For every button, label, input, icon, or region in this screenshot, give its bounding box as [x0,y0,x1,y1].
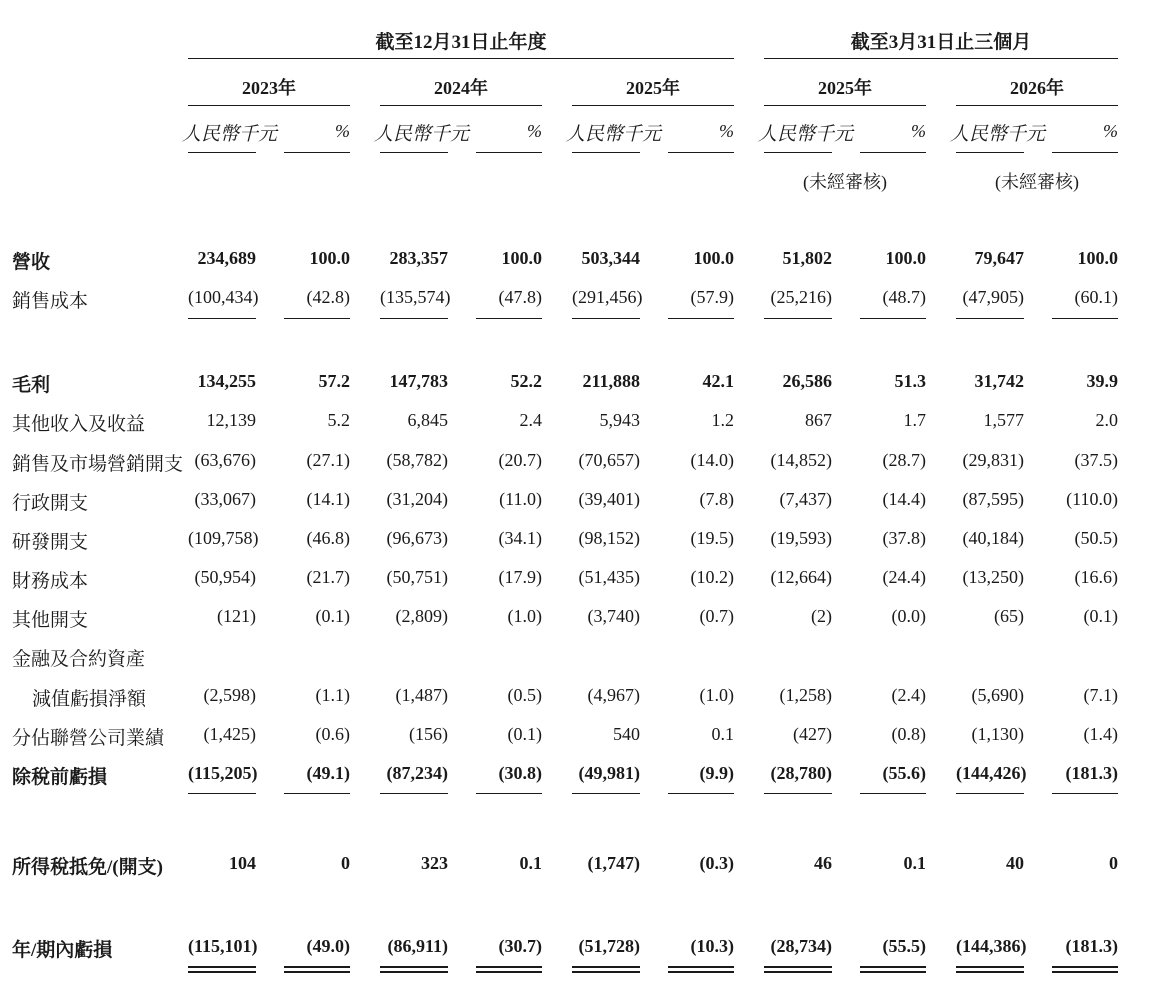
cell-amount: (2,598) [203,685,256,705]
cell-percent: (1.1) [315,685,350,705]
cell-percent: (14.0) [690,450,734,470]
unit-pct-rule [860,152,926,153]
cell-percent: (27.1) [306,450,350,470]
cell-percent: (0.7) [699,606,734,626]
cell-percent: (21.7) [306,567,350,587]
total-double-rule [572,966,640,973]
header-group-annual-rule [188,58,734,59]
subtotal-rule [956,793,1024,794]
total-double-rule [668,966,734,973]
cell-amount: (427) [793,724,832,744]
cell-amount: 540 [613,724,640,744]
cell-percent: (181.3) [1065,936,1118,956]
subtotal-rule [860,318,926,319]
cell-percent: 0 [1109,853,1118,873]
total-double-rule [188,966,256,973]
cell-amount: (25,216) [770,287,832,307]
cell-percent: (0.1) [1083,606,1118,626]
cell-percent: 52.2 [510,371,542,391]
year-header: 2024年 [434,78,488,98]
total-double-rule [956,966,1024,973]
total-double-rule [1052,966,1118,973]
cell-amount: (2) [811,606,832,626]
cell-amount: (1,130) [971,724,1024,744]
cell-amount: (291,456) [572,287,643,307]
cell-percent: 42.1 [702,371,734,391]
cell-percent: (1.0) [507,606,542,626]
subtotal-rule [572,793,640,794]
subtotal-rule [668,318,734,319]
cell-percent: (28.7) [882,450,926,470]
unit-rmb-rule [764,152,832,153]
unit-rmb-label: 人民幣千元 [758,124,854,145]
cell-percent: 0.1 [519,853,542,873]
year-header: 2025年 [818,78,872,98]
subtotal-rule [860,793,926,794]
cell-percent: (0.1) [507,724,542,744]
cell-amount: (51,728) [578,936,640,956]
cell-percent: 5.2 [327,410,350,430]
subtotal-rule [284,793,350,794]
cell-amount: 503,344 [581,248,640,268]
unit-pct-label: % [911,121,926,141]
cell-amount: (115,101) [188,936,258,956]
cell-amount: 31,742 [974,371,1024,391]
cell-amount: (135,574) [380,287,451,307]
cell-percent: (14.4) [882,489,926,509]
cell-amount: (65) [994,606,1024,626]
cell-percent: 0 [341,853,350,873]
cell-amount: (121) [217,606,256,626]
cell-amount: (49,981) [578,763,640,783]
cell-percent: (7.8) [699,489,734,509]
cell-amount: (96,673) [386,528,448,548]
cell-percent: 57.2 [318,371,350,391]
cell-amount: (28,734) [770,936,832,956]
cell-percent: (48.7) [882,287,926,307]
cell-amount: (87,234) [386,763,448,783]
row-label: 其他收入及收益 [12,414,146,435]
row-label: 財務成本 [12,571,89,592]
cell-percent: (0.3) [699,853,734,873]
cell-amount: (156) [409,724,448,744]
cell-amount: (98,152) [578,528,640,548]
cell-percent: (49.0) [306,936,350,956]
row-label: 所得稅抵免/(開支) [12,857,163,878]
cell-amount: (39,401) [578,489,640,509]
unit-rmb-rule [380,152,448,153]
total-double-rule [764,966,832,973]
cell-percent: (0.8) [891,724,926,744]
cell-amount: (109,758) [188,528,259,548]
cell-amount: (86,911) [387,936,448,956]
cell-amount: 234,689 [197,248,256,268]
cell-amount: 867 [805,410,832,430]
subtotal-rule [764,318,832,319]
cell-amount: (50,751) [386,567,448,587]
subtotal-rule [476,318,542,319]
cell-percent: (60.1) [1074,287,1118,307]
cell-percent: (2.4) [891,685,926,705]
cell-amount: 323 [421,853,448,873]
cell-percent: 100.0 [693,248,734,268]
cell-percent: (50.5) [1074,528,1118,548]
row-label: 銷售及市場營銷開支 [12,454,184,475]
cell-percent: (42.8) [306,287,350,307]
cell-percent: (1.0) [699,685,734,705]
unit-pct-rule [476,152,542,153]
subtotal-rule [476,793,542,794]
cell-amount: (13,250) [962,567,1024,587]
row-label: 減值虧損淨額 [32,689,147,710]
cell-amount: 5,943 [599,410,640,430]
subtotal-rule [380,318,448,319]
cell-amount: (31,204) [386,489,448,509]
cell-amount: 283,357 [389,248,448,268]
cell-amount: (7,437) [779,489,832,509]
year-header: 2023年 [242,78,296,98]
cell-amount: (29,831) [962,450,1024,470]
subtotal-rule [188,793,256,794]
cell-amount: (70,657) [578,450,640,470]
cell-amount: (58,782) [386,450,448,470]
cell-percent: (47.8) [498,287,542,307]
cell-amount: (87,595) [962,489,1024,509]
cell-amount: (51,435) [578,567,640,587]
unit-rmb-label: 人民幣千元 [566,124,662,145]
unit-rmb-rule [956,152,1024,153]
cell-percent: (10.2) [690,567,734,587]
subtotal-rule [764,793,832,794]
cell-amount: 104 [229,853,256,873]
unit-rmb-label: 人民幣千元 [182,124,278,145]
cell-percent: 2.4 [519,410,542,430]
cell-percent: 1.2 [711,410,734,430]
cell-amount: (40,184) [962,528,1024,548]
cell-percent: (37.8) [882,528,926,548]
cell-percent: (0.6) [315,724,350,744]
row-label: 其他開支 [12,610,89,631]
year-rule [380,105,542,106]
row-label: 金融及合約資產 [12,649,146,670]
unit-pct-rule [668,152,734,153]
cell-amount: (144,426) [956,763,1027,783]
header-group-quarter-rule [764,58,1118,59]
cell-percent: (181.3) [1065,763,1118,783]
cell-percent: (20.7) [498,450,542,470]
cell-percent: 51.3 [894,371,926,391]
cell-percent: (0.0) [891,606,926,626]
cell-amount: 79,647 [974,248,1024,268]
year-header: 2026年 [1010,78,1064,98]
cell-percent: (17.9) [498,567,542,587]
cell-amount: (63,676) [194,450,256,470]
cell-amount: (1,425) [203,724,256,744]
unit-rmb-rule [572,152,640,153]
cell-percent: (16.6) [1074,567,1118,587]
cell-percent: (37.5) [1074,450,1118,470]
unaudited-note: (未經審核) [995,172,1079,192]
row-label: 分佔聯營公司業績 [12,728,165,749]
cell-percent: (110.0) [1066,489,1118,509]
unaudited-note: (未經審核) [803,172,887,192]
cell-amount: (1,747) [587,853,640,873]
cell-percent: (7.1) [1083,685,1118,705]
row-label: 除稅前虧損 [12,767,108,788]
row-label: 研發開支 [12,532,89,553]
header-group-quarter: 截至3月31日止三個月 [850,32,1032,53]
cell-percent: (49.1) [306,763,350,783]
cell-amount: (28,780) [770,763,832,783]
cell-amount: (3,740) [587,606,640,626]
cell-amount: (14,852) [770,450,832,470]
cell-amount: 40 [1006,853,1024,873]
cell-amount: (144,386) [956,936,1027,956]
cell-amount: (1,258) [779,685,832,705]
row-label: 銷售成本 [12,291,89,312]
cell-percent: (9.9) [699,763,734,783]
unit-rmb-rule [188,152,256,153]
cell-percent: (0.5) [507,685,542,705]
subtotal-rule [668,793,734,794]
cell-amount: (4,967) [587,685,640,705]
cell-percent: 0.1 [711,724,734,744]
cell-percent: 0.1 [903,853,926,873]
cell-amount: (100,434) [188,287,259,307]
subtotal-rule [380,793,448,794]
cell-percent: (11.0) [499,489,542,509]
cell-percent: 100.0 [1077,248,1118,268]
cell-amount: 26,586 [782,371,832,391]
cell-percent: 1.7 [903,410,926,430]
cell-percent: 100.0 [501,248,542,268]
year-rule [188,105,350,106]
cell-percent: 2.0 [1095,410,1118,430]
cell-percent: (14.1) [306,489,350,509]
row-label: 毛利 [12,375,51,396]
total-double-rule [860,966,926,973]
unit-pct-rule [1052,152,1118,153]
cell-amount: 211,888 [582,371,640,391]
subtotal-rule [1052,318,1118,319]
total-double-rule [284,966,350,973]
unit-pct-label: % [527,121,542,141]
unit-pct-label: % [719,121,734,141]
cell-amount: 12,139 [206,410,256,430]
row-label: 年/期內虧損 [12,940,113,961]
unit-pct-label: % [335,121,350,141]
subtotal-rule [188,318,256,319]
cell-amount: (47,905) [962,287,1024,307]
cell-percent: (24.4) [882,567,926,587]
total-double-rule [380,966,448,973]
cell-amount: (1,487) [395,685,448,705]
year-rule [764,105,926,106]
subtotal-rule [956,318,1024,319]
cell-amount: (50,954) [194,567,256,587]
cell-percent: (10.3) [690,936,734,956]
cell-percent: (55.5) [882,936,926,956]
unit-rmb-label: 人民幣千元 [950,124,1046,145]
cell-amount: 134,255 [197,371,256,391]
cell-percent: (57.9) [690,287,734,307]
unit-pct-label: % [1103,121,1118,141]
cell-percent: (55.6) [882,763,926,783]
subtotal-rule [572,318,640,319]
cell-percent: (1.4) [1083,724,1118,744]
row-label: 營收 [12,252,51,273]
cell-amount: (33,067) [194,489,256,509]
cell-percent: (0.1) [315,606,350,626]
cell-amount: 6,845 [407,410,448,430]
row-label: 行政開支 [12,493,89,514]
cell-percent: 100.0 [885,248,926,268]
cell-amount: (12,664) [770,567,832,587]
header-group-annual: 截至12月31日止年度 [375,32,547,53]
subtotal-rule [284,318,350,319]
total-double-rule [476,966,542,973]
year-rule [956,105,1118,106]
cell-percent: (30.8) [498,763,542,783]
cell-amount: 46 [814,853,832,873]
cell-amount: (2,809) [395,606,448,626]
year-header: 2025年 [626,78,680,98]
cell-percent: 39.9 [1086,371,1118,391]
cell-percent: (34.1) [498,528,542,548]
cell-amount: 147,783 [389,371,448,391]
unit-rmb-label: 人民幣千元 [374,124,470,145]
cell-amount: 1,577 [983,410,1024,430]
unit-pct-rule [284,152,350,153]
cell-percent: 100.0 [309,248,350,268]
subtotal-rule [1052,793,1118,794]
year-rule [572,105,734,106]
cell-percent: (19.5) [690,528,734,548]
cell-amount: (115,205) [188,763,258,783]
cell-amount: 51,802 [782,248,832,268]
cell-amount: (19,593) [770,528,832,548]
cell-amount: (5,690) [971,685,1024,705]
cell-percent: (30.7) [498,936,542,956]
cell-percent: (46.8) [306,528,350,548]
